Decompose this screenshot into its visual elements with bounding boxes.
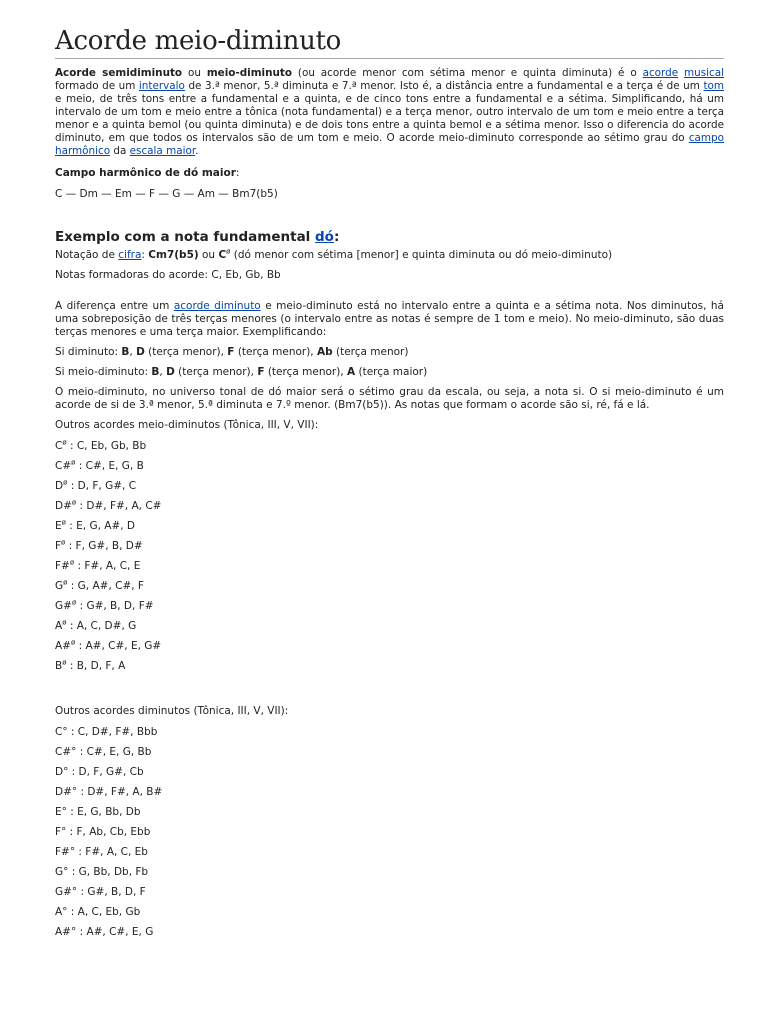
link-escala-maior[interactable]: escala maior: [129, 145, 196, 157]
list-item: G#° : G#, B, D, F: [55, 886, 146, 898]
si-diminuto-line: Si diminuto: B, D (terça menor), F (terça menor), Ab (terça menor): [55, 346, 409, 358]
link-acorde-diminuto[interactable]: acorde diminuto: [173, 300, 261, 312]
diminutos-list: [55, 726, 724, 946]
chord-notes: : C, Eb, Gb, Bb: [66, 440, 147, 452]
chord-symbol: ø: [62, 438, 67, 447]
list-item: G° : G, Bb, Db, Fb: [55, 866, 149, 878]
chord-root: E: [55, 520, 62, 532]
list-item: [55, 440, 724, 460]
list-item: [55, 500, 724, 520]
chord-notes: : B, D, F, A: [66, 660, 126, 672]
chord-root: D: [55, 480, 64, 492]
chord-symbol: ø: [61, 518, 66, 527]
list-item: [55, 520, 724, 540]
chord-root: C#: [55, 460, 72, 472]
list-item: A#° : A#, C#, E, G: [55, 926, 154, 938]
si-meio-diminuto-line: Si meio-diminuto: B, D (terça menor), F (terça menor), A (terça maior): [55, 366, 428, 378]
link-cifra[interactable]: cifra: [118, 249, 142, 261]
link-acorde[interactable]: acorde: [642, 67, 679, 79]
chord-root: A: [55, 620, 63, 632]
section-heading: Exemplo com a nota fundamental dó:: [55, 229, 340, 245]
term-meio-diminuto: meio-diminuto: [206, 67, 293, 79]
list-item: C° : C, D#, F#, Bbb: [55, 726, 158, 738]
link-intervalo[interactable]: intervalo: [138, 80, 185, 92]
chord-root: B: [55, 660, 63, 672]
list-item: [55, 460, 724, 480]
notas-formadoras: Notas formadoras do acorde: C, Eb, Gb, Bb: [55, 269, 281, 281]
list-item: E° : E, G, Bb, Db: [55, 806, 141, 818]
chord-notes: : D#, F#, A, C#: [76, 500, 162, 512]
chord-symbol: ø: [63, 478, 68, 487]
chord-notes: : F#, A, C, E: [74, 560, 141, 572]
notacao-line: Notação de cifra: Cm7(b5) ou $C^ø$ (dó menor com sétima [menor] e quinta diminuta ou dó meio-diminuto): [55, 247, 613, 261]
outros-meio-diminutos-label: Outros acordes meio-diminutos (Tônica, III, V, VII):: [55, 419, 319, 431]
link-campo-harmonico[interactable]: campo harmônico: [55, 132, 724, 157]
chord-symbol: ø: [62, 618, 67, 627]
chord-notes: : E, G, A#, D: [65, 520, 136, 532]
universo-paragraph: O meio-diminuto, no universo tonal de dó maior será o sétimo grau da escala, ou seja, a nota si. O si meio-diminuto é um acorde de si de 3.ª menor, 5.ª diminuta e 7.º menor. (Bm7(b5)). As notas que formam o acorde são si, ré, fá e lá.: [55, 386, 724, 411]
meio-diminutos-list: [55, 440, 724, 680]
list-item: [55, 600, 724, 620]
chord-notes: : F, G#, B, D#: [65, 540, 143, 552]
campo-harmonico-sequence: C — Dm — Em — F — G — Am — Bm7(b5): [55, 188, 278, 200]
chord-symbol: ø: [71, 598, 77, 607]
chord-notes: : G, A#, C#, F: [67, 580, 144, 592]
diferenca-paragraph: A diferença entre um acorde diminuto e meio-diminuto está no intervalo entre a quinta e a sétima nota. Nos diminutos, há uma sobreposição de três terças menores (o intervalo entre as notas é sempre de 1 tom e meio). No meio-diminuto, são duas terças menores e uma terça maior. Exemplificando:: [55, 300, 724, 338]
list-item: [55, 580, 724, 600]
chord-notes: : A, C, D#, G: [66, 620, 137, 632]
chord-symbol: ø: [61, 538, 66, 547]
chord-symbol: ø: [71, 458, 76, 467]
chord-notes: : A#, C#, E, G#: [75, 640, 162, 652]
list-item: [55, 620, 724, 640]
link-tom[interactable]: tom: [703, 80, 725, 92]
outros-diminutos-label: Outros acordes diminutos (Tônica, III, V, VII):: [55, 705, 289, 717]
list-item: D#° : D#, F#, A, B#: [55, 786, 163, 798]
chord-notes: : G#, B, D, F#: [76, 600, 154, 612]
list-item: C#° : C#, E, G, Bb: [55, 746, 152, 758]
chord-symbol: ø: [69, 558, 75, 567]
list-item: [55, 480, 724, 500]
list-item: [55, 660, 724, 680]
list-item: F° : F, Ab, Cb, Ebb: [55, 826, 151, 838]
chord-root: F#: [55, 560, 70, 572]
list-item: A° : A, C, Eb, Gb: [55, 906, 141, 918]
chord-root: G#: [55, 600, 72, 612]
chord-symbol: ø: [62, 658, 67, 667]
link-do[interactable]: dó: [315, 229, 334, 245]
chord-symbol: ø: [71, 498, 77, 507]
list-item: [55, 560, 724, 580]
term-semidiminuto: Acorde semidiminuto: [55, 67, 183, 79]
chord-symbol: ø: [63, 578, 68, 587]
list-item: [55, 540, 724, 560]
page-title: Acorde meio-diminuto: [55, 26, 724, 59]
list-item: [55, 640, 724, 660]
link-musical[interactable]: musical: [684, 67, 724, 79]
campo-harmonico-label: Campo harmônico de dó maior:: [55, 167, 240, 179]
list-item: F#° : F#, A, C, Eb: [55, 846, 148, 858]
chord-symbol: ø: [70, 638, 76, 647]
chord-root: A#: [55, 640, 71, 652]
intro-paragraph: Acorde semidiminuto ou meio-diminuto (ou acorde menor com sétima menor e quinta diminuta) é o acorde musical formado de um intervalo de 3.ª menor, 5.ª diminuta e 7.ª menor. Isto é, a distância entre a fundamental e a terça é de um tom e meio, de três tons entre a fundamental e a quinta, e de cinco tons entre a fundamental e a sétima. Simplificando, há um intervalo de um tom e meio entre a tônica (nota fundamental) e a terça menor, outro intervalo de um tom e meio entre a terça menor e a quinta bemol (ou quinta diminuta) e de dois tons entre a quinta bemol e a sétima menor. Isso o diferencia do acorde diminuto, em que todos os intervalos são de um tom e meio. O acorde meio-diminuto corresponde ao sétimo grau do campo harmônico da escala maior.: [55, 67, 725, 157]
chord-notes: : C#, E, G, B: [75, 460, 144, 472]
chord-root: D#: [55, 500, 72, 512]
chord-root: F: [55, 540, 62, 552]
list-item: D° : D, F, G#, Cb: [55, 766, 144, 778]
chord-root: C: [55, 440, 63, 452]
chord-notes: : D, F, G#, C: [67, 480, 137, 492]
chord-root: G: [55, 580, 64, 592]
